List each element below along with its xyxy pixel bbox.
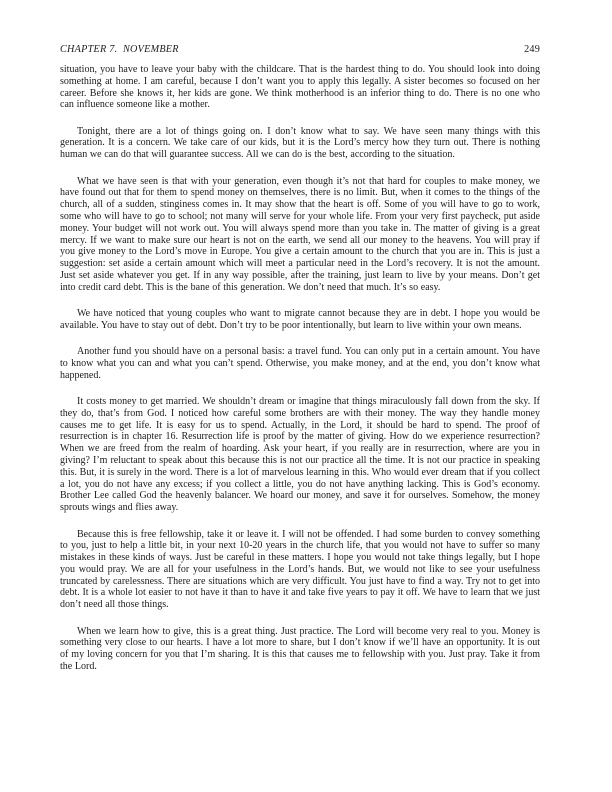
paragraph-7: Because this is free fellowship, take it or leave it. I will not be offended. I had some burden to convey something to you, just to help a little bit, in your next 10-20 years in the church life, that you would not have to suffer so many mistakes in these kinds of ways. Just be careful in these matters. I hope you would not take things legally, but I hope you would pray. We are all for your usefulness in the Lord’s hands. But, we would not like to see your usefulness truncated by carelessness. There are situations which are very difficult. You just have to find a way. Try not to get into debt. It is a whole lot easier to not have it than to have it and take five years to pay it off. We have to learn that we just don’t need all those things.: [60, 528, 540, 611]
paragraph-3: What we have seen is that with your generation, even though it’s not that hard for couples to make money, we have found out that for them to spend money on themselves, there is no limit. But, when it comes to the things of the church, all of a sudden, stinginess comes in. It may show that the heart is off. Some of you will have to go to work, some who will have to go to school; not many will serve for your whole life. From your very first paycheck, put aside money. Your budget will not work out. You will always spend more than you take in. The matter of giving is a great mercy. If we want to make sure our heart is not on the earth, we send all our money to the heavens. You will pray if you give money to the Lord’s move in Europe. You give a certain amount to the church that you are in. This is just a suggestion: set aside a certain amount which will meet a particular need in the Lord’s recovery. It is not the amount. Just set aside whatever you get. If in any way possible, after the training, just learn to live by your means. Don’t get into credit card debt. This is the bane of this generation. We don’t need that much. It’s so easy.: [60, 175, 540, 293]
paragraph-2: Tonight, there are a lot of things going on. I don’t know what to say. We have seen many things with this generation. It is a concern. We take care of our kids, but it is the Lord’s mercy how they turn out. There is nothing human we can do that will guarantee success. All we can do is the best, according to the situation.: [60, 125, 540, 161]
paragraph-6: It costs money to get married. We shouldn’t dream or imagine that things miraculously fall down from the sky. If they do, that’s from God. I noticed how careful some brothers are with their money. The way they handle money causes me to get life. It is easy for us to spend. Actually, in the Lord, it should be hard to spend. The proof of resurrection is in chapter 16. Resurrection life is proof by the matter of giving. How do we experience resurrection? When we are freed from the realm of hoarding. Ask your heart, if you really are in resurrection, where are you in giving? I’m reluctant to speak about this because this is not our practice all the time. It is not our practice in speaking this. But, it is surely in the word. There is a lot of marvelous learning in this. Who would ever dream that if you collect a lot, you do not have any excess; if you collect a little, you do not have anything lacking. This is God’s economy. Brother Lee called God the heavenly balancer. We hoard our money, and save it for ourselves. Somehow, the money sprouts wings and flies away.: [60, 396, 540, 514]
paragraph-4: We have noticed that young couples who want to migrate cannot because they are in debt. I hope you would be available. You have to stay out of debt. Don’t try to be poor intentionally, but learn to live within your own means.: [60, 308, 540, 331]
chapter-title: CHAPTER 7. NOVEMBER: [60, 44, 179, 55]
running-header: [60, 44, 540, 56]
page-number: 249: [524, 44, 540, 55]
paragraph-8: When we learn how to give, this is a great thing. Just practice. The Lord will become very real to you. Money is something very close to our hearts. I have a lot more to share, but I don’t know if we’ll have an opportunity. It is out of my loving concern for you that I’m sharing. It is this that causes me to fellowship with you. Just pray. Take it from the Lord.: [60, 625, 540, 672]
page-body: [60, 64, 540, 673]
paragraph-1: situation, you have to leave your baby with the childcare. That is the hardest thing to do. You should look into doing something at home. I am careful, because I don’t want you to apply this legally. A sister becomes so focused on her career. Before she knows it, her kids are gone. We think motherhood is an inferior thing to do. There is no one who can influence someone like a mother.: [60, 64, 540, 111]
paragraph-5: Another fund you should have on a personal basis: a travel fund. You can only put in a certain amount. You have to know what you can and what you can’t spend. Otherwise, you make money, and at the end, you don’t know what happened.: [60, 346, 540, 381]
